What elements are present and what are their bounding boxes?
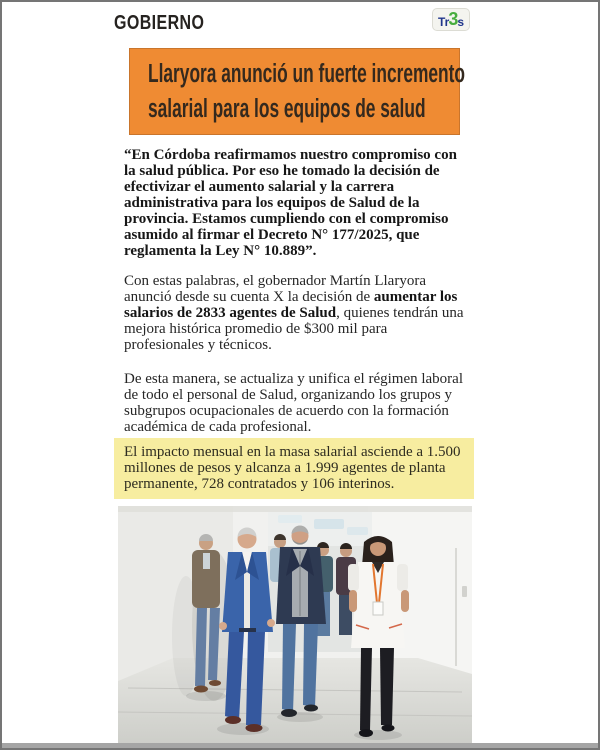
ceiling-light-icon: [314, 519, 344, 529]
headline-line-1: [148, 57, 465, 92]
logo-text-s: s: [457, 15, 465, 29]
wall-outlet-icon: [462, 586, 467, 597]
ceiling-light-icon: [278, 515, 302, 523]
floor-shadow: [186, 691, 226, 701]
channel-logo: [432, 8, 470, 31]
body-paragraph-3: De esta manera, se actualiza y unifica el régimen laboral de todo el personal de Salud, organizando los grupos y subgrupos ocupacionales de acuerdo con la formación académica de cada profesional.: [124, 371, 463, 435]
headline-line-1-text: Llaryora anunció un fuerte incremento: [148, 60, 465, 88]
body-paragraph-2-pre: Con estas palabras, el gobernador Martín Llaryora anunció desde su cuenta X la decisión de: [124, 273, 426, 305]
body-paragraph-2-post: , quienes tendrán una mejora histórica promedio de $300 mil para profesionales y técnicos.: [124, 305, 464, 353]
logo-text-tr: Tr: [438, 15, 450, 29]
photo-top-shadow: [118, 506, 472, 512]
headline-banner: [129, 48, 465, 135]
body-paragraph-2: [124, 273, 465, 353]
photo-floor: [118, 658, 472, 744]
quote-paragraph: “En Córdoba reafirmamos nuestro compromiso con la salud pública. Por eso he tomado la decisión de efectivizar el aumento salarial y la carrera administrativa para los equipos de Salud de la provincia. Estamos cumpliendo con el compromiso asumido al firmar el Decreto N° 177/2025, que reglamenta la Ley N° 10.889”.: [124, 147, 457, 259]
logo-text-3: 3: [448, 9, 459, 29]
highlight-paragraph: El impacto mensual en la masa salarial asciende a 1.500 millones de pesos y alcanza a 1.999 agentes de planta permanente, 728 contratados y 106 interinos.: [114, 438, 474, 499]
photo-illustration: [118, 506, 472, 744]
headline-line-2: [148, 92, 459, 127]
bottom-bar: [2, 743, 598, 748]
ceiling-light-icon: [347, 527, 368, 535]
photo-wall-corner: [455, 548, 457, 666]
article-photo: [118, 506, 472, 744]
body-paragraph-2-bold: aumentar los salarios de 2833 agentes de Salud: [124, 289, 458, 321]
section-label: GOBIERNO: [114, 12, 205, 34]
headline-line-2-text: salarial para los equipos de salud: [148, 95, 426, 123]
